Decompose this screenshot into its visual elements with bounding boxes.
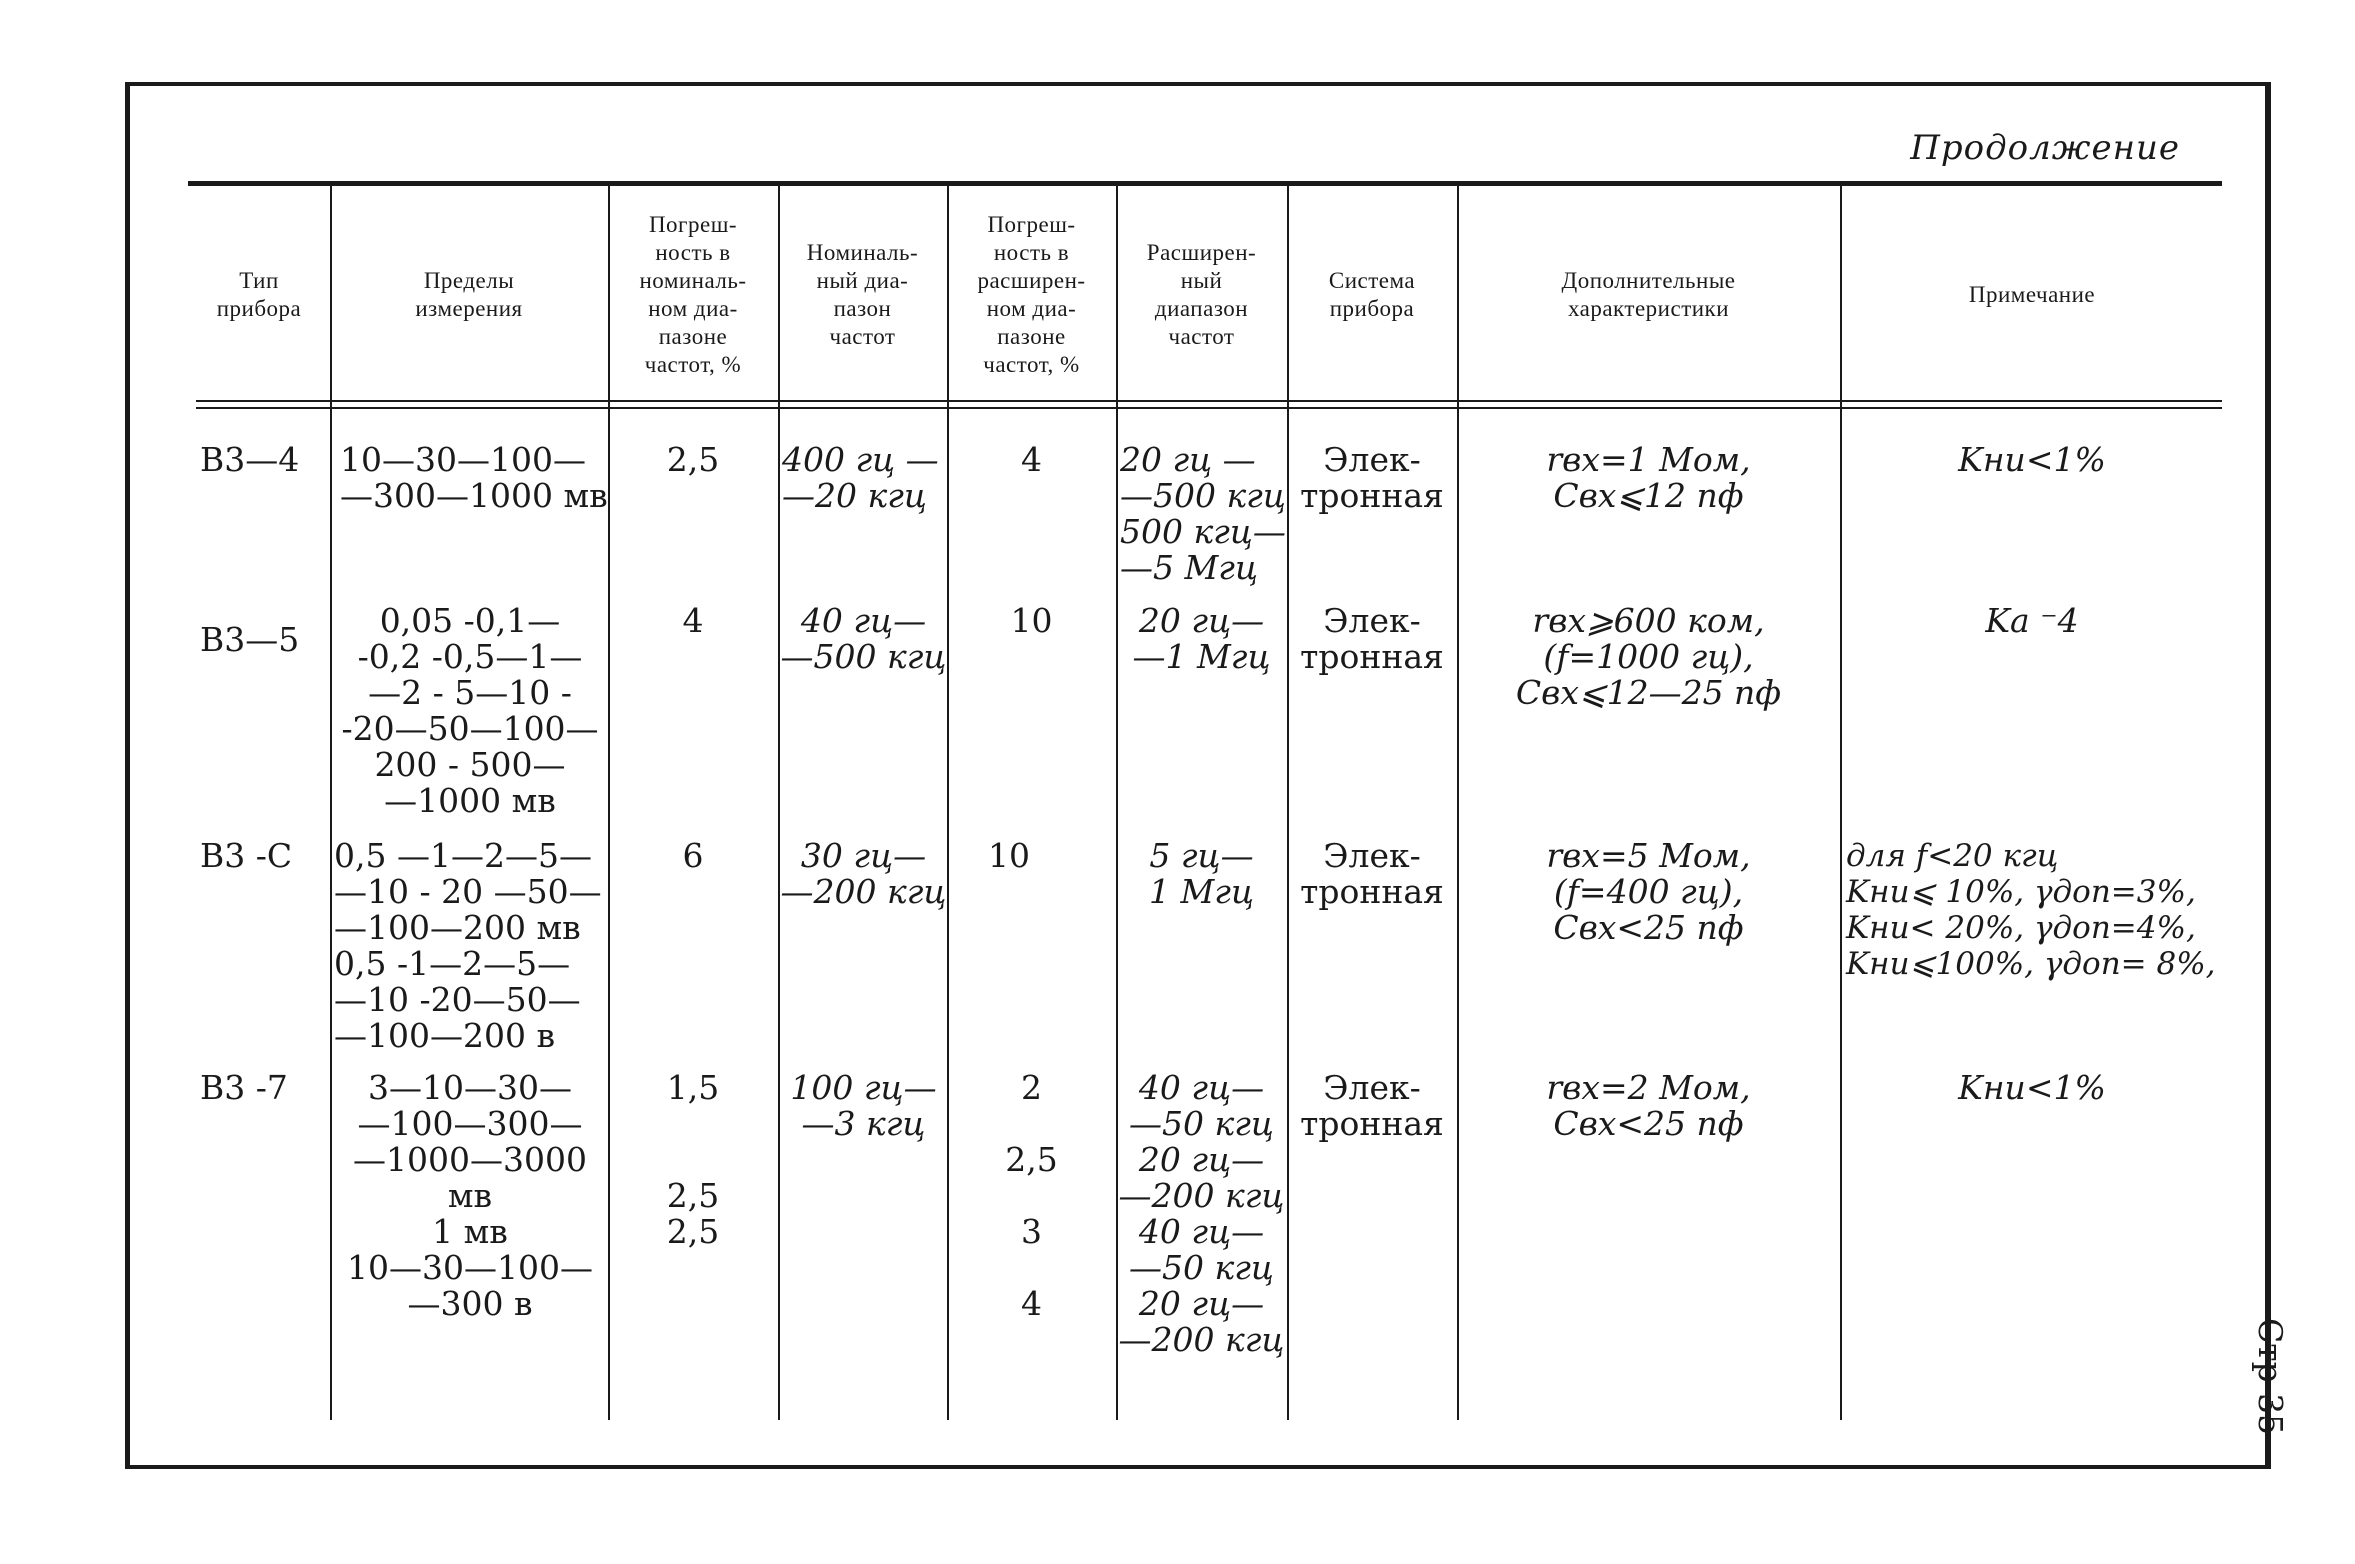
- header-rule-double: [196, 407, 2222, 409]
- column-header-limits: Пределы измерения: [415, 268, 523, 321]
- cell-limits: 10—30—100— —300—1000 мв: [340, 440, 608, 515]
- cell-range-nominal: 40 гц— —500 кгц: [780, 601, 947, 676]
- cell-error-nominal: 2,5: [666, 440, 720, 479]
- cell-error-extended: 10: [988, 836, 1030, 875]
- cell-range-nominal: 30 гц— —200 кгц: [780, 836, 947, 911]
- cell-error-extended: 4: [1021, 440, 1042, 479]
- cell-note: Kа ⁻4: [1985, 601, 2079, 640]
- cell-error-nominal: 6: [682, 836, 704, 875]
- table-top-rule: [188, 181, 2222, 186]
- cell-additional: rвх=1 Мом, Cвх⩽12 пф: [1546, 440, 1751, 515]
- column-header-range-extended: Расширен- ный диапазон частот: [1146, 240, 1257, 349]
- cell-additional: rвх=5 Мом, (f=400 гц), Cвх<25 пф: [1546, 836, 1751, 947]
- cell-type: В3 -7: [200, 1068, 288, 1107]
- cell-system: Элек- тронная: [1300, 836, 1444, 911]
- cell-additional: rвх⩾600 ком, (f=1000 гц), Cвх⩽12—25 пф: [1515, 601, 1782, 712]
- cell-system: Элек- тронная: [1300, 601, 1444, 676]
- continuation-label: Продолжение: [1910, 128, 2180, 168]
- cell-system: Элек- тронная: [1300, 1068, 1444, 1143]
- cell-limits: 0,05 -0,1— -0,2 -0,5—1— —2 - 5—10 - -20—50—100— 200 - 500— —1000 мв: [341, 601, 599, 820]
- cell-note: для f<20 кгц Kни⩽ 10%, γдоп=3%, Kни< 20%, γдоп=4%, Kни⩽100%, γдоп= 8%,: [1846, 838, 2216, 982]
- cell-range-nominal: 400 гц — —20 кгц: [782, 440, 939, 515]
- cell-note: Kни<1%: [1958, 440, 2106, 479]
- cell-range-nominal: 100 гц— —3 кгц: [790, 1068, 937, 1143]
- cell-additional: rвх=2 Мом, Cвх<25 пф: [1546, 1068, 1751, 1143]
- cell-range-extended: 5 гц— 1 Мгц: [1149, 836, 1254, 911]
- column-header-additional: Дополнительные характеристики: [1561, 268, 1736, 321]
- cell-limits: 0,5 —1—2—5— —10 - 20 —50— —100—200 мв 0,5 -1—2—5— —10 -20—50— —100—200 в: [334, 836, 602, 1055]
- page-number: Стр 35: [2251, 1318, 2290, 1436]
- cell-error-extended: 2 2,5 3 4: [1005, 1068, 1058, 1323]
- column-header-error-nominal: Погреш- ность в номиналь- ном диа- пазоне частот, %: [639, 212, 747, 377]
- column-header-note: Примечание: [1968, 282, 2096, 307]
- column-header-system: Система прибора: [1328, 268, 1416, 321]
- cell-range-extended: 40 гц— —50 кгц 20 гц— —200 кгц 40 гц— —50 кгц 20 гц— —200 кгц: [1118, 1068, 1285, 1359]
- cell-type: В3—5: [200, 620, 300, 659]
- header-rule: [196, 400, 2222, 402]
- cell-note: Kни<1%: [1958, 1068, 2106, 1107]
- cell-error-nominal: 4: [682, 601, 704, 640]
- cell-error-nominal: 1,5 2,5 2,5: [666, 1068, 720, 1251]
- cell-system: Элек- тронная: [1300, 440, 1444, 515]
- column-header-range-nominal: Номиналь- ный диа- пазон частот: [806, 240, 919, 349]
- column-header-type: Тип прибора: [216, 268, 302, 321]
- cell-type: В3 -С: [200, 836, 293, 875]
- cell-error-extended: 10: [1010, 601, 1053, 640]
- cell-range-extended: 20 гц— —1 Мгц: [1132, 601, 1271, 676]
- cell-type: В3—4: [200, 440, 300, 479]
- cell-limits: 3—10—30— —100—300— —1000—3000 мв 1 мв 10—30—100— —300 в: [347, 1068, 593, 1323]
- column-header-error-extended: Погреш- ность в расширен- ном диа- пазоне частот, %: [977, 212, 1086, 377]
- cell-range-extended: 20 гц — —500 кгц 500 кгц— —5 Мгц: [1120, 440, 1286, 587]
